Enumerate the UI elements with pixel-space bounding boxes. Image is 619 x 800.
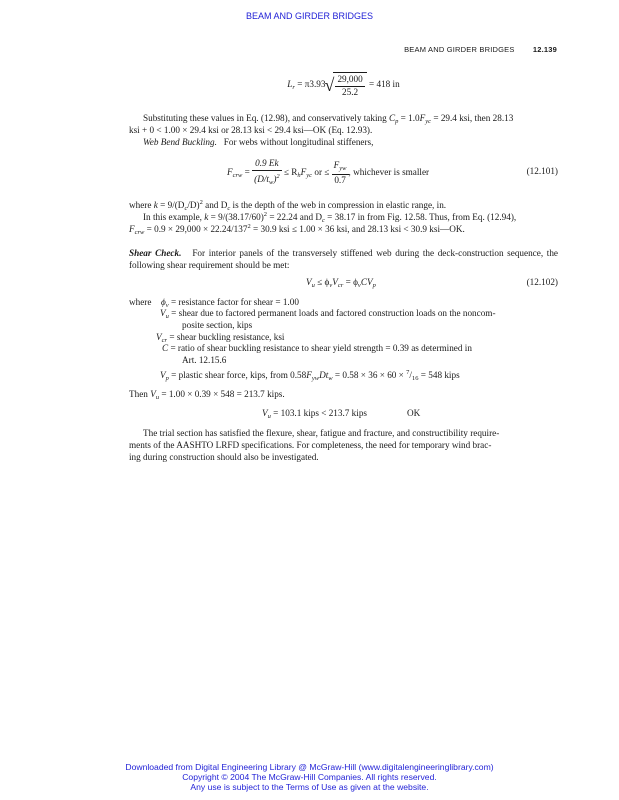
definition-text: = 0.58 × 36 × 60 × [332,370,407,380]
eq-101-den-sup: 2 [276,172,280,180]
text-run: = 9/(38.17/60) [208,212,264,222]
text-run: = 29.4 ksi, then 28.13 [431,113,514,123]
symbol-sub: p [395,118,399,125]
symbol-v: V [156,332,162,342]
text-run: = 38.17 in from Fig. 12.58. Thus, from Eq. (12.94), [324,212,517,222]
text-run: where [129,200,154,210]
symbol-sub: u [165,313,169,320]
symbol-sub: u [311,282,315,289]
symbol-sup: 2 [199,199,203,206]
symbol-sub: w [328,375,333,382]
text-run: = 22.24 and D [267,212,322,222]
symbol-v: V [160,308,166,318]
text-run: = ϕ [343,277,358,287]
eq-101-fraction [252,158,281,188]
text-run: = 1.0 [398,113,420,123]
symbol-sub: yc [425,118,432,125]
symbol-sub: yw [311,375,320,382]
symbol-sub: u [267,413,271,420]
text-run: = 103.1 kips < 213.7 kips [270,408,367,418]
eq-101-den-sub: w [268,178,274,186]
text-run: = 9/(D [157,200,185,210]
footer-copyright: Copyright © 2004 The McGraw-Hill Companies. All rights reserved. [182,772,437,782]
top-banner: BEAM AND GIRDER BRIDGES [245,11,374,21]
final-paragraph-line-2: ments of the AASHTO LRFD specifications. For completeness, the need for temporary wind brac- [129,440,492,450]
symbol-sub: p [372,282,376,289]
symbol-sub: p [165,375,169,382]
eq-101-den-close: ) [273,173,277,184]
equation-12-101 [129,158,558,188]
sqrt-sign [333,72,366,98]
eq-101-num2-sub: yw [339,164,347,172]
text-run: In this example, [143,212,205,222]
then-line [129,389,558,404]
eq-101-fraction2 [332,160,349,187]
definition-text: = shear due to factored permanent loads and factored construction loads on the noncom- [168,308,496,318]
final-paragraph-line-3: ing during construction should also be investigated. [129,452,319,462]
text-run: = 0.9 × 29,000 × 22.24/137 [144,224,248,234]
eq-101-mid-sub2: yc [306,172,313,180]
eq-101-mid-f: F [300,167,307,178]
shear-check-paragraph [129,248,558,271]
symbol-sub: c [227,205,231,212]
eq-101-lhs-sub: crw [232,172,243,180]
eq-101-mid: ≤ R [281,167,298,178]
symbol-sup: 2 [247,223,251,230]
page-number: 12.139 [532,45,557,54]
symbol-sub: c [321,217,325,224]
eq-lr-numerator: √ 29,000 [335,74,364,87]
symbol-k: k [153,200,158,210]
eq-101-tail: , whichever is smaller [348,167,430,178]
definition-text: = 548 kips [418,370,460,380]
symbol-f: F [129,224,135,234]
shear-check-heading: Shear Check. [129,248,182,258]
shear-check-text: For interior panels of the transversely stiffened web during the deck-construction sequence, the following shear requirement should be met: [129,248,558,270]
symbol-sub: u [155,394,160,401]
equation-lr [129,72,558,98]
symbol-v: V [306,277,312,287]
text-run: is the depth of the web in compression in elastic range, in. [230,200,447,210]
symbol-cp: C [388,113,396,123]
definition-text: = plastic shear force, kips, from 0.58 [168,370,307,380]
paragraph-substituting-line2 [129,125,558,137]
eq-101-numerator: 0.9 Ek [252,158,281,171]
symbol-sub: v [329,282,333,289]
symbol-sub: v [357,282,361,289]
where-label: where [129,297,152,307]
symbol-v: V [332,277,338,287]
text-run: Substituting these values in Eq. (12.98), and conservatively taking [143,113,389,123]
eq-lr-mid: = π3.93 [294,79,326,90]
web-bend-text: For webs without longitudinal stiffeners, [223,137,374,147]
running-head [404,45,557,54]
symbol-sup: 2 [263,211,268,218]
equation-number-12-101: (12.101) [526,166,558,176]
symbol-sub: v [165,302,169,309]
eq-101-den: (D/t [254,173,269,184]
footer-download-link[interactable]: Downloaded from Digital Engineering Library @ McGraw-Hill (www.digitalengineeringlibrary.com) [125,762,494,772]
eq-lr-lhs: L [287,79,293,90]
symbol-phi: ϕ [161,297,166,307]
eq-lr-lhs-sub: r [292,84,295,92]
eq-lr-rhs: = 418 in [366,79,400,90]
symbol-cv: CV [360,277,373,287]
symbol-f: F [306,370,312,380]
eq-101-lhs: F [227,167,233,178]
symbol-c: C [162,343,169,353]
symbol-fyc: F [419,113,426,123]
text-run: Then [129,389,151,399]
symbol-sub: cr [161,337,168,344]
text-run: and D [202,200,228,210]
eq-101-mid-sub: h [297,172,301,180]
equation-number-12-102: (12.102) [526,277,558,287]
text-run: /D) [187,200,200,210]
eq-101-equals: = [242,167,253,178]
symbol-sub: crw [134,229,145,236]
footer-terms[interactable]: Any use is subject to the Terms of Use as given at the website. [190,782,429,792]
symbol-dt: Dt [319,370,329,380]
definition-text: = resistance factor for shear = 1.00 [168,297,299,307]
eq-101-num2: F [333,159,340,170]
definition-text: = ratio of shear buckling resistance to shear yield strength = 0.39 as determined in [168,343,472,353]
text-run: = 30.9 ksi ≤ 1.00 × 36 ksi, and 28.13 ksi < 30.9 ksi—OK. [250,224,465,234]
fraction-numerator: 7 [406,369,410,376]
symbol-v: V [262,408,268,418]
running-head-title: BEAM AND GIRDER BRIDGES [404,45,515,54]
text-run: = 1.00 × 0.39 × 548 = 213.7 kips. [159,389,285,399]
symbol-sub: cr [337,282,344,289]
eq-lr-denominator: 25.2 [342,86,359,97]
symbol-v: V [160,370,166,380]
eq-101-den2: 0.7 [334,175,346,186]
web-bend-buckling [129,137,558,149]
example-line-2 [129,221,558,239]
eq-101-mid-or: or ≤ [312,167,332,178]
definition-text: = shear buckling resistance, ksi [167,332,285,342]
symbol-v: V [150,389,156,399]
text-run: ksi + 0 < 1.00 × 29.4 ksi or 28.13 ksi < 29.4 ksi—OK (Eq. 12.93). [129,125,373,135]
ok-label: OK [407,408,421,418]
symbol-sub: c [184,205,188,212]
fraction-denominator: 16 [411,375,419,382]
definition-text: Art. 12.15.6 [182,355,227,365]
definition-text: posite section, kips [182,320,253,330]
eq-lr-fraction [335,74,364,98]
final-paragraph-line-1: The trial section has satisfied the flexure, shear, fatigue and fracture, and constructibility require- [143,428,500,438]
text-run: ≤ ϕ [314,277,330,287]
symbol-k: k [204,212,209,222]
web-bend-heading: Web Bend Buckling. [143,137,217,147]
